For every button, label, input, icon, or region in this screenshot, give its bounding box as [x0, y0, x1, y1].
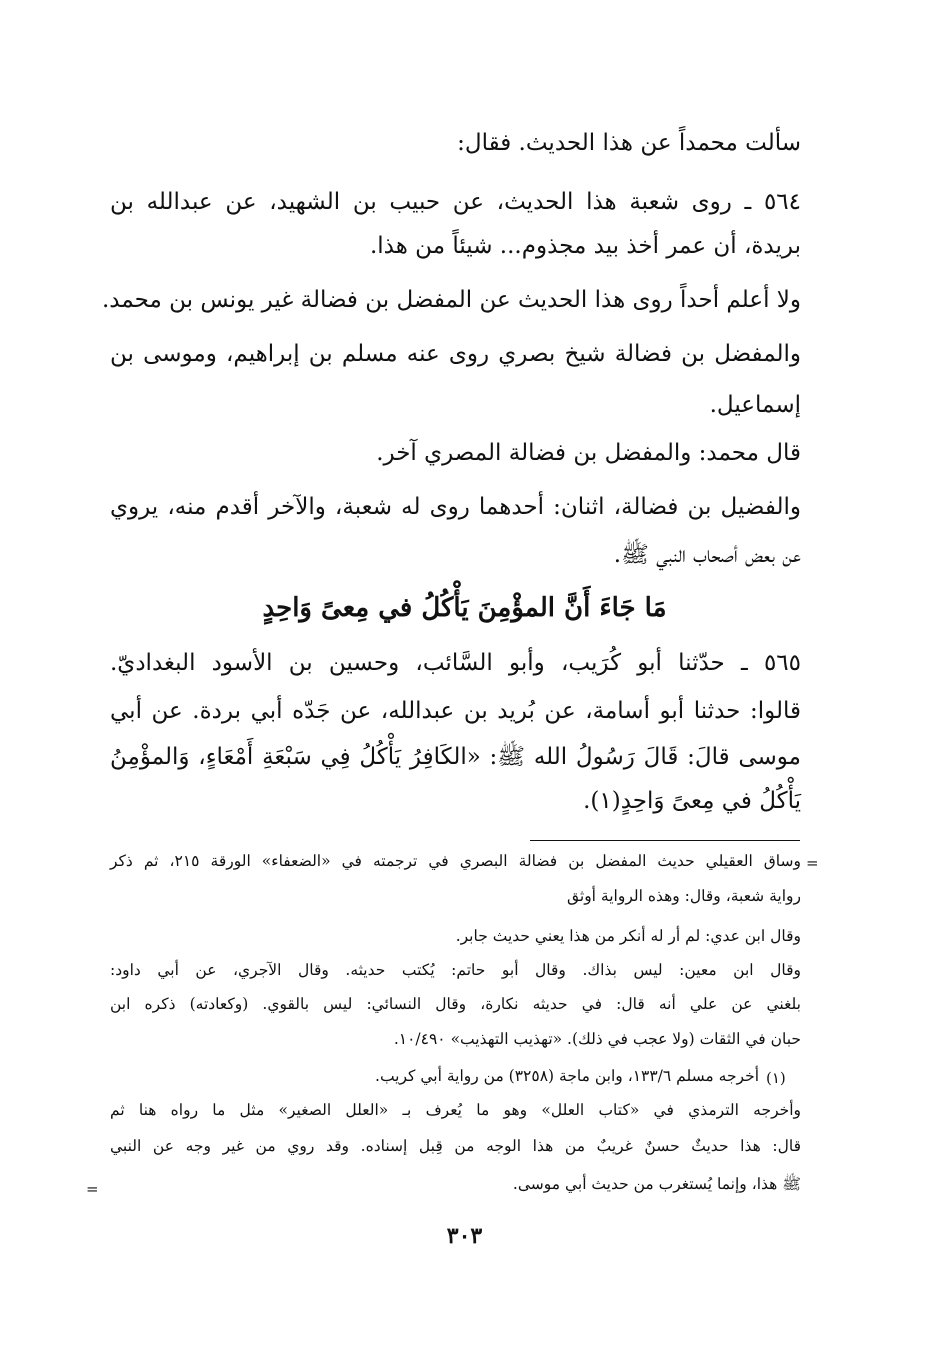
hadith-564-line-2: بريدة، أن عمر أخذ بيد مجذوم... شيئاً من هذا. [369, 233, 801, 259]
footnote-1-marker: (١) [766, 1069, 786, 1087]
footnote-1-line-1: أخرجه مسلم ١٣٣/٦، وابن ماجة (٣٢٥٨) من رواية أبي كريب. [375, 1067, 759, 1085]
footnote-cont-line-2: رواية شعبة، وقال: وهذه الرواية أوثق [566, 887, 801, 905]
mufaddal-line-2: إسماعيل. [709, 392, 801, 418]
footnote-cont-line-4: وقال ابن معين: ليس بذاك. وقال أبو حاتم: يُكتب حديثه. وقال الآجري، عن أبي داود: [110, 961, 801, 979]
mufaddal-line-1: والمفضل بن فضالة شيخ بصري روى عنه مسلم بن إبراهيم، وموسى بن [110, 341, 801, 367]
footnote-cont-line-1: وساق العقيلي حديث المفضل بن فضالة البصري في ترجمته في «الضعفاء» الورقة ٢١٥، ثم ذكر [110, 852, 802, 870]
footnote-separator [530, 840, 800, 841]
footnote-1-line-2: وأخرجه الترمذي في «كتاب العلل» وهو ما يُعرف بـ «العلل الصغير» مثل ما رواه هنا ثم [110, 1101, 801, 1119]
footnote-1-line-4: ﷺ هذا، وإنما يُستغرب من حديث أبي موسى. [512, 1175, 801, 1193]
hadith-565-line-3: موسى قالَ: قَالَ رَسُولُ الله ﷺ: «الكَافِرُ يَأْكُلُ فِي سَبْعَةِ أَمْعَاءٍ، وَالمؤْمِنُ [110, 744, 801, 770]
fudayl-line-1: والفضيل بن فضالة، اثنان: أحدهما روى له شعبة، والآخر أقدم منه، يروي [110, 494, 801, 520]
footnote-cont-line-6: حبان في الثقات (ولا عجب في ذلك). «تهذيب التهذيب» ١٠/٤٩٠. [393, 1030, 801, 1048]
hadith-565-line-4: يَأْكُلُ في مِعىً وَاحِدٍ(١). [583, 788, 801, 814]
fudayl-line-2: عن بعض أصحاب النبي ﷺ. [613, 542, 801, 568]
continuation-marker: = [806, 854, 819, 872]
hadith-564-line-1: ٥٦٤ ـ روى شعبة هذا الحديث، عن حبيب بن الشهيد، عن عبدالله بن [110, 189, 801, 215]
hadith-565-line-2: قالوا: حدثنا أبو أسامة، عن بُريد بن عبدالله، عن جَدّه أبي بردة. عن أبي [110, 698, 801, 724]
intro-line: سألت محمداً عن هذا الحديث. فقال: [457, 130, 801, 156]
page-number: ٣٠٣ [446, 1223, 483, 1249]
footnote-cont-line-5: بلغني عن علي أنه قال: في حديثه نكارة، وقال النسائي: ليس بالقوي. (وكعادته) ذكره ابن [110, 995, 801, 1013]
hadith-565-line-1: ٥٦٥ ـ حدّثنا أبو كُرَيب، وأبو السَّائب، وحسين بن الأسود البغداديّ. [110, 650, 801, 676]
muhammad-said-line: قال محمد: والمفضل بن فضالة المصري آخر. [376, 440, 801, 466]
continuation-next-marker: = [86, 1180, 99, 1198]
chapter-heading: مَا جَاءَ أَنَّ المؤْمِنَ يَأْكُلُ في مِعىً وَاحِدٍ [262, 593, 667, 623]
no-other-narrator-line: ولا أعلم أحداً روى هذا الحديث عن المفضل بن فضالة غير يونس بن محمد. [101, 287, 801, 313]
footnote-1-line-3: قال: هذا حديثٌ حسنٌ غريبٌ من هذا الوجه من قِبل إسناده. وقد روي من غير وجه عن النبي [110, 1137, 801, 1155]
footnote-cont-line-3: وقال ابن عدي: لم أر له أنكر من هذا يعني حديث جابر. [455, 927, 801, 945]
